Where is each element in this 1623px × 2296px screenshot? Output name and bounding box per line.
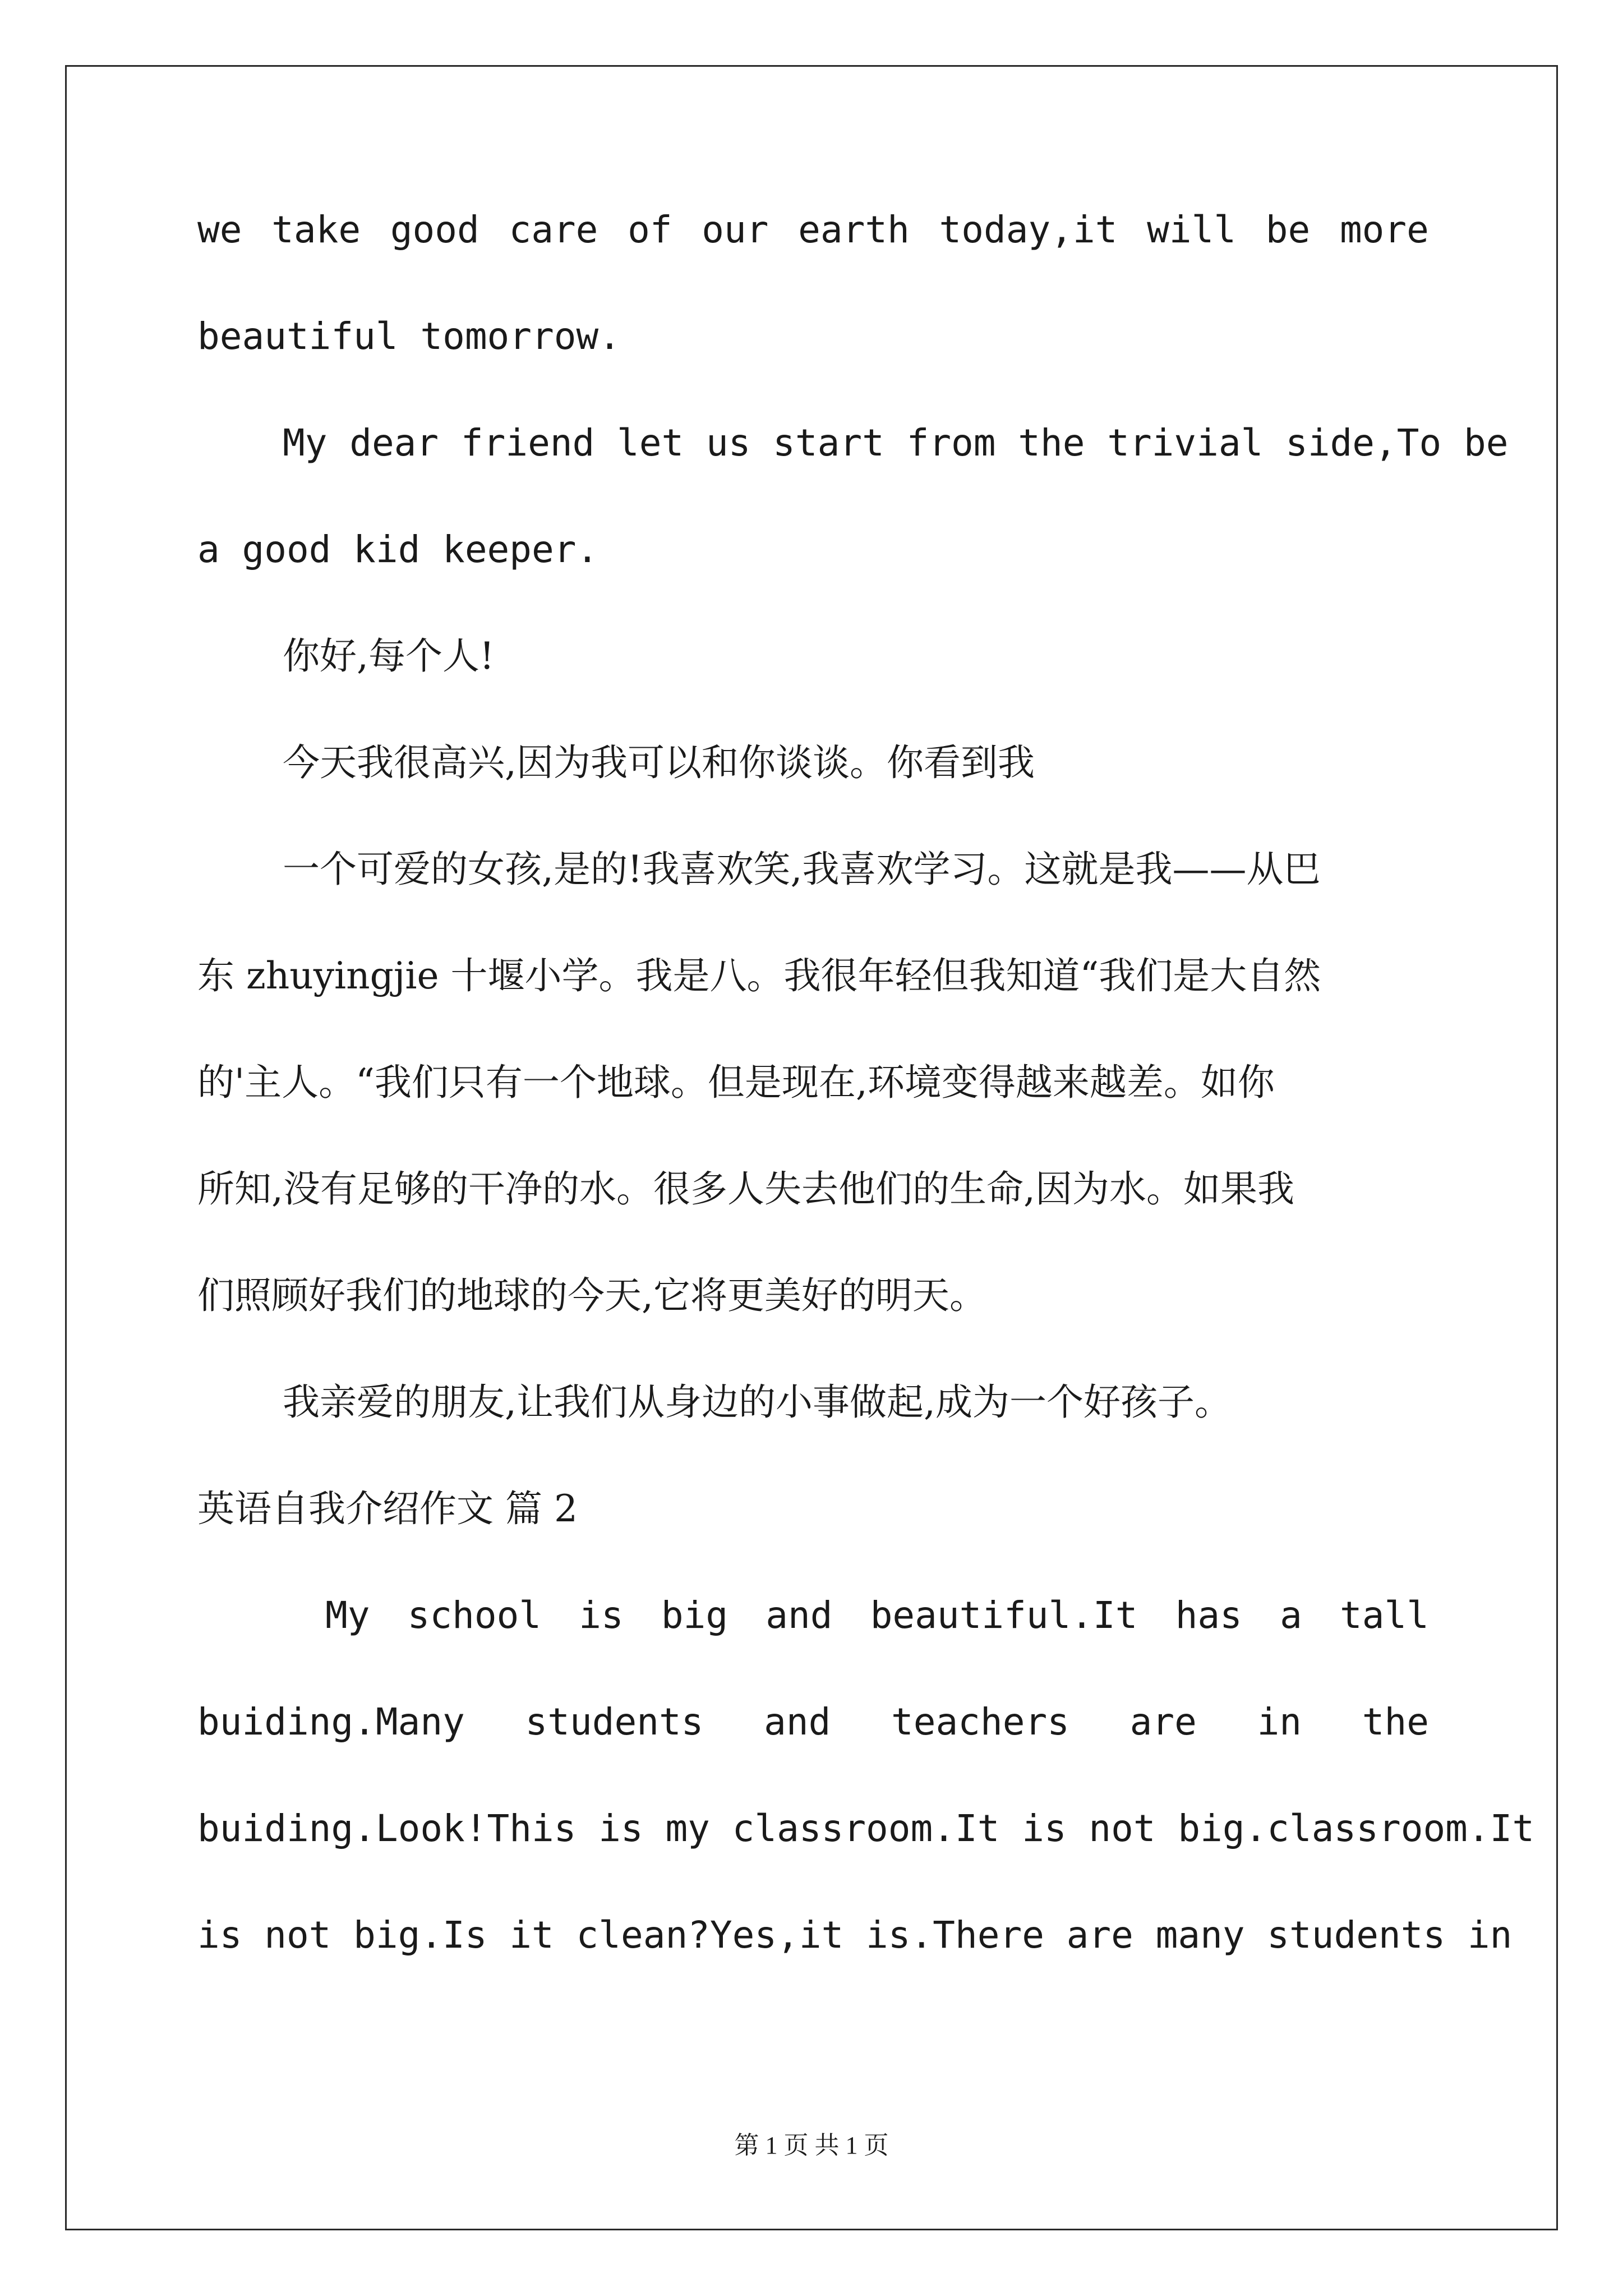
p1-line1-word: be [1265, 208, 1311, 251]
p1-line1-word: today,it [939, 208, 1118, 251]
p1-line1-word: care [509, 208, 598, 251]
p1-line1-word: will [1147, 208, 1237, 251]
page-footer: 第 1 页 共 1 页 [734, 2132, 889, 2159]
p7-line2 [197, 1694, 1429, 1750]
p5-line1: 一个可爱的女孩,是的!我喜欢笑,我喜欢学习。这就是我——从巴 [283, 848, 1321, 891]
p7-line1-word: big [661, 1594, 728, 1637]
p7-line2-word: and [764, 1700, 831, 1743]
p5-line4: 所知,没有足够的干净的水。很多人失去他们的生命,因为水。如果我 [197, 1167, 1294, 1211]
p1-line2: beautiful tomorrow. [197, 315, 621, 358]
p2-line1: My dear friend let us start from the trivial side,To be [283, 421, 1509, 464]
p7-line1-word: My [325, 1594, 370, 1637]
p1-line1-word: more [1339, 208, 1429, 251]
p5-line5: 们照顾好我们的地球的今天,它将更美好的明天。 [197, 1274, 986, 1317]
p1-line1-word: our [702, 208, 769, 251]
p7-line2-word: buiding.Many [197, 1700, 465, 1743]
section-heading: 英语自我介绍作文 篇 2 [197, 1487, 578, 1530]
p7-line2-word: are [1129, 1700, 1197, 1743]
p7-line2-word: in [1257, 1700, 1302, 1743]
p5-line2: 东 zhuyingjie 十堰小学。我是八。我很年轻但我知道“我们是大自然 [197, 954, 1321, 997]
p1-line1-word: good [390, 208, 479, 251]
p7-line1-word: beautiful.It [870, 1594, 1138, 1637]
p5-line3: 的'主人。“我们只有一个地球。但是现在,环境变得越来越差。如你 [197, 1061, 1275, 1104]
p7-line1 [325, 1588, 1429, 1644]
p2-line2: a good kid keeper. [197, 528, 599, 571]
p7-line2-word: teachers [891, 1700, 1069, 1743]
p4-line: 今天我很高兴,因为我可以和你谈谈。你看到我 [283, 741, 1035, 784]
p1-line1-word: earth [798, 208, 910, 251]
p6-line: 我亲爱的朋友,让我们从身边的小事做起,成为一个好孩子。 [283, 1381, 1232, 1424]
p1-line1-word: we [197, 208, 242, 251]
p7-line2-word: the [1362, 1700, 1429, 1743]
p7-line1-word: a [1280, 1594, 1302, 1637]
p7-line1-word: school [407, 1594, 542, 1637]
p1-line1-word: of [628, 208, 672, 251]
p7-line1-word: has [1175, 1594, 1242, 1637]
p7-line1-word: and [766, 1594, 833, 1637]
p7-line1-word: tall [1340, 1594, 1429, 1637]
p7-line4: is not big.Is it clean?Yes,it is.There are many students in [197, 1913, 1513, 1957]
p7-line3: buiding.Look!This is my classroom.It is not big.classroom.It [197, 1807, 1535, 1850]
page-border [65, 65, 1558, 2230]
p7-line1-word: is [579, 1594, 624, 1637]
p1-line1-word: take [271, 208, 361, 251]
p7-line2-word: students [525, 1700, 704, 1743]
p3-greeting: 你好,每个人! [283, 634, 495, 678]
p1-line1 [197, 202, 1429, 258]
